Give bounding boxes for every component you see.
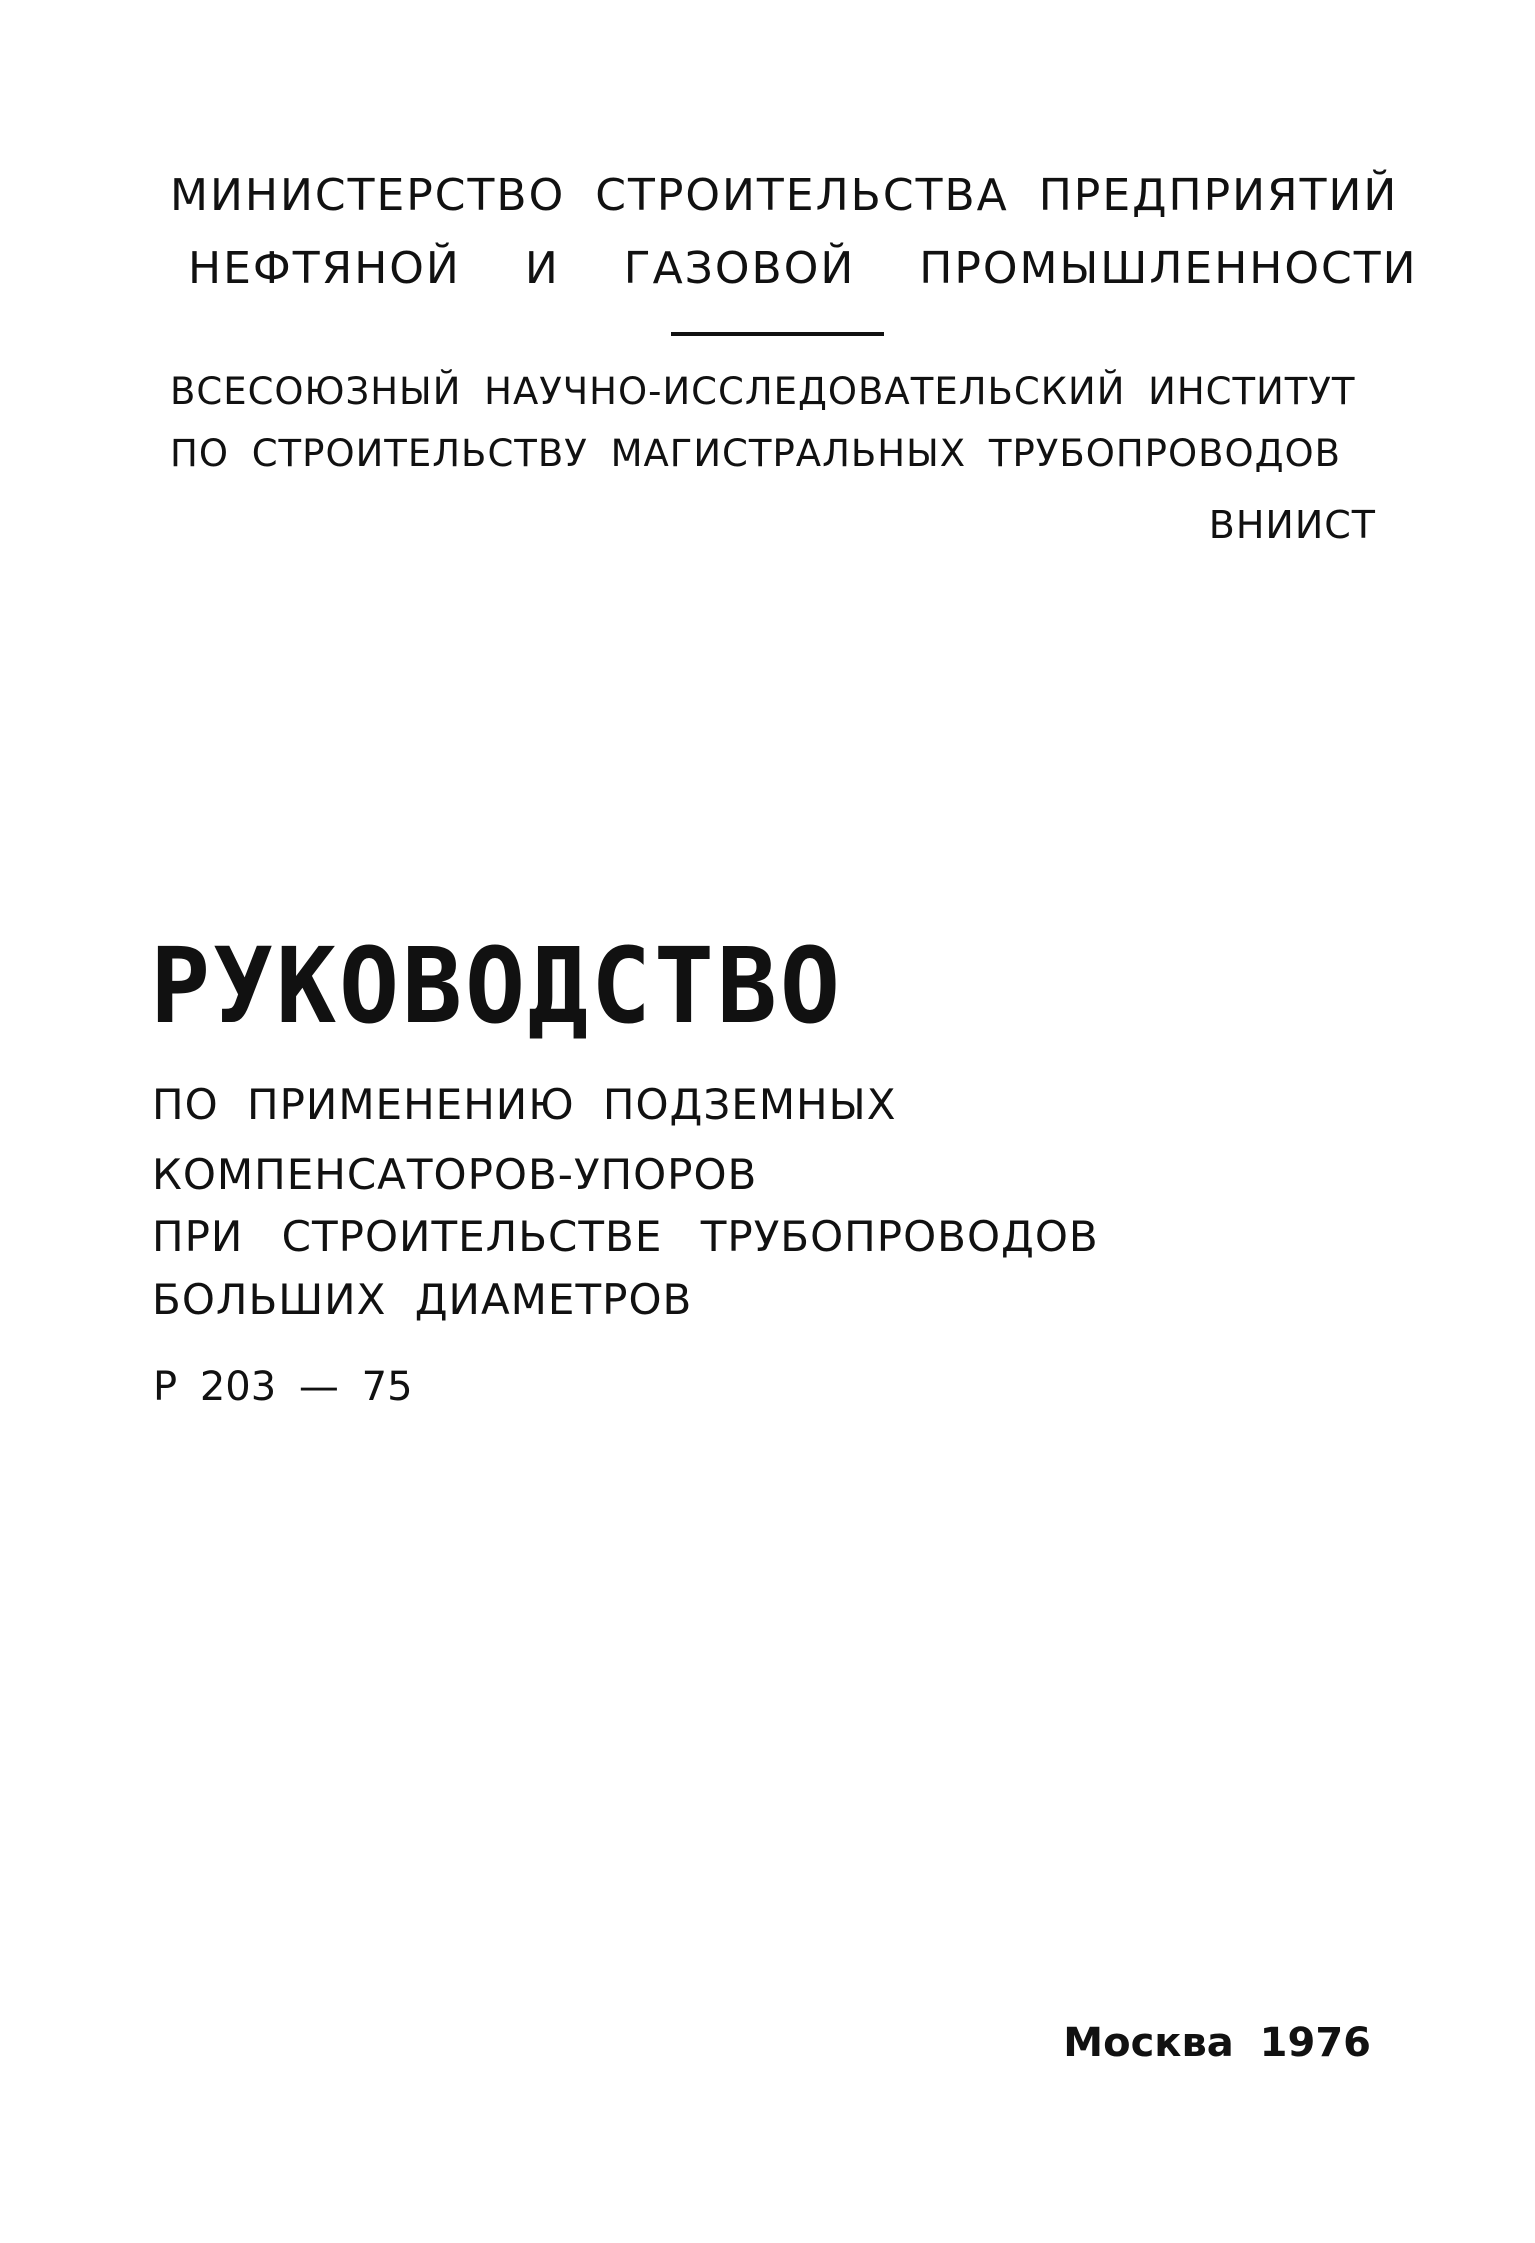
header-separator	[671, 332, 884, 336]
document-code: Р 203 — 75	[153, 1364, 413, 1410]
institute-name-line-2: ПО СТРОИТЕЛЬСТВУ МАГИСТРАЛЬНЫХ ТРУБОПРОВОДОВ	[170, 432, 1342, 475]
institute-name-line-1: ВСЕСОЮЗНЫЙ НАУЧНО-ИССЛЕДОВАТЕЛЬСКИЙ ИНСТИТУТ	[170, 370, 1356, 413]
ministry-name-line-1: МИНИСТЕРСТВО СТРОИТЕЛЬСТВА ПРЕДПРИЯТИЙ	[170, 170, 1399, 221]
institute-abbreviation: ВНИИСТ	[1208, 503, 1376, 547]
ministry-name-line-2: НЕФТЯНОЙ И ГАЗОВОЙ ПРОМЫШЛЕННОСТИ	[188, 243, 1418, 294]
document-subtitle-line: БОЛЬШИХ ДИАМЕТРОВ	[152, 1275, 693, 1324]
publication-place-year: Москва 1976	[1063, 2020, 1371, 2066]
document-subtitle-line: ПРИ СТРОИТЕЛЬСТВЕ ТРУБОПРОВОДОВ	[152, 1212, 1099, 1261]
document-title: РУКОВОДСТВО	[150, 925, 843, 1047]
document-subtitle-line: ПО ПРИМЕНЕНИЮ ПОДЗЕМНЫХ	[152, 1080, 897, 1129]
document-subtitle-line: КОМПЕНСАТОРОВ-УПОРОВ	[152, 1150, 758, 1199]
